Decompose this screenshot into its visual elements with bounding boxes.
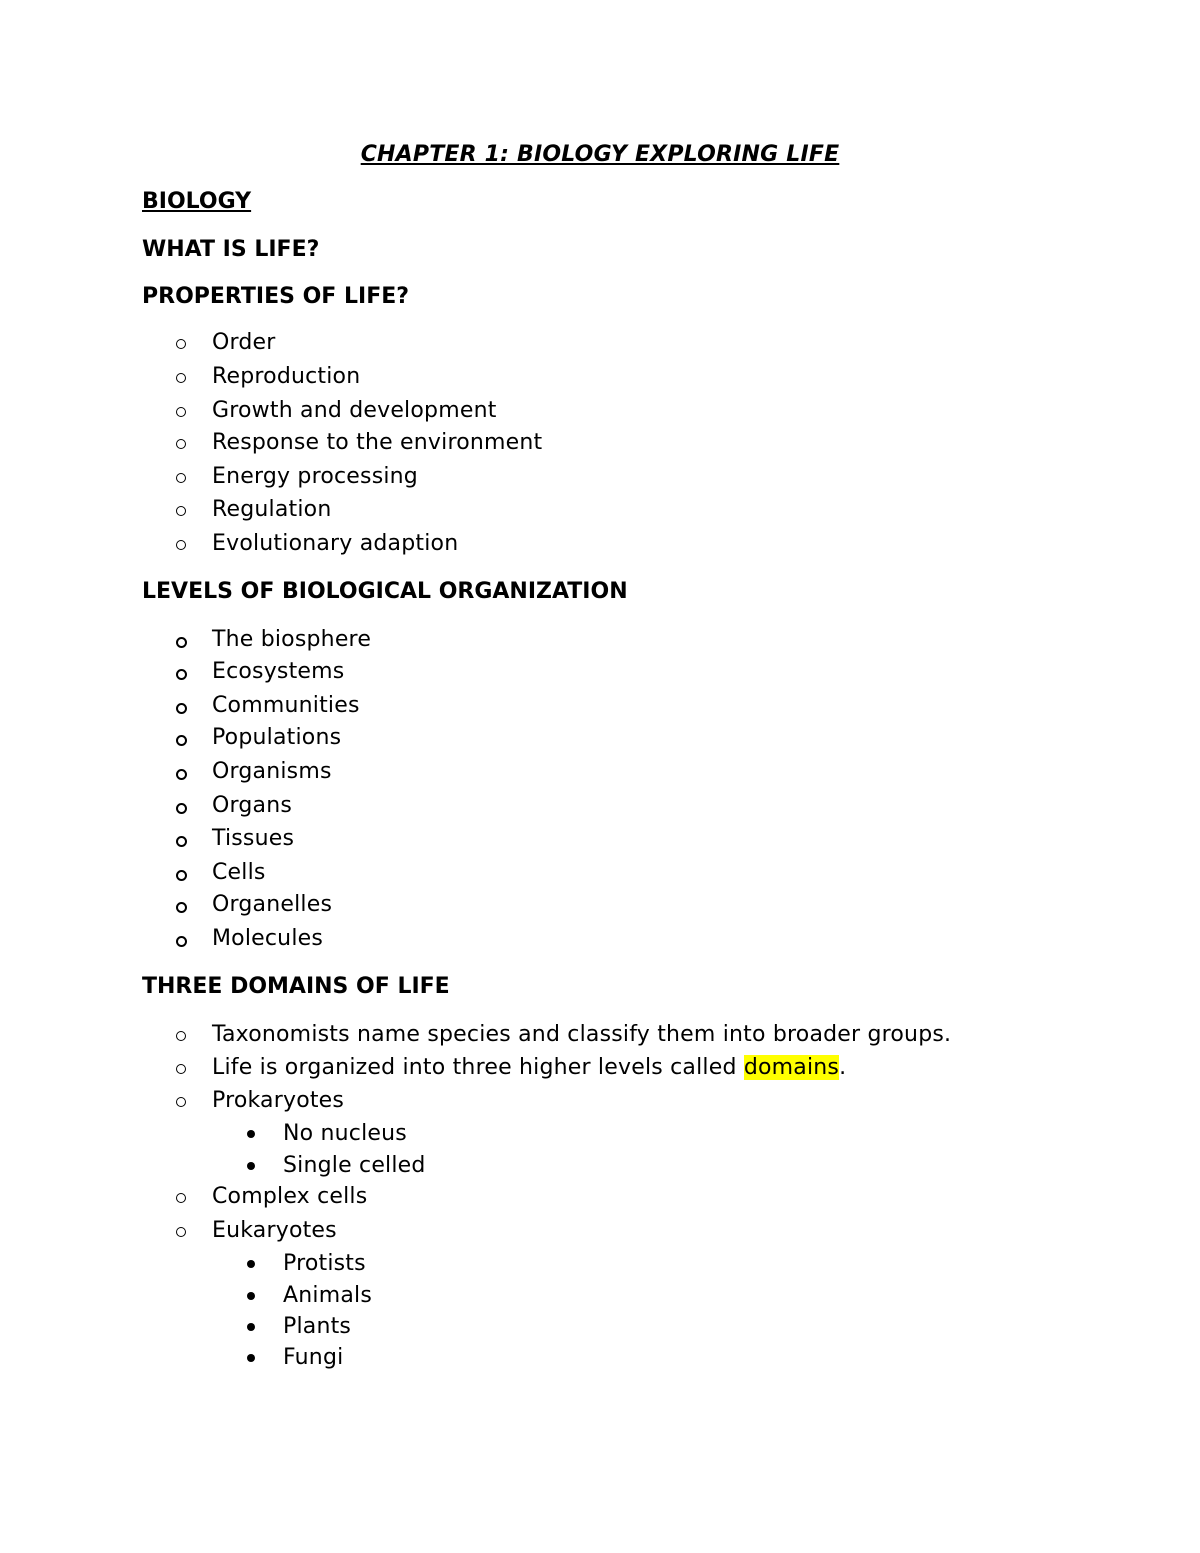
sub-list-item: Single celled: [283, 1152, 426, 1180]
sub-list-item: Fungi: [283, 1344, 343, 1372]
circle-bullet-icon: [176, 473, 186, 483]
dot-bullet-icon: [247, 1260, 255, 1268]
list-item: Complex cells: [212, 1183, 367, 1211]
circle-bullet-icon: [176, 703, 187, 714]
list-item: Energy processing: [212, 463, 418, 491]
list-item: The biosphere: [212, 626, 371, 654]
list-item: Molecules: [212, 925, 323, 953]
list-item: Organisms: [212, 758, 332, 786]
list-item: Communities: [212, 692, 360, 720]
highlighted-term: domains: [743, 1055, 840, 1080]
heading-biology: BIOLOGY: [142, 189, 252, 214]
list-item: Taxonomists name species and classify them into broader groups.: [212, 1021, 951, 1049]
circle-bullet-icon: [176, 439, 186, 449]
circle-bullet-icon: [176, 1031, 186, 1041]
list-item: Organs: [212, 792, 292, 820]
sub-list-item: Animals: [283, 1282, 372, 1310]
circle-bullet-icon: [176, 1227, 186, 1237]
circle-bullet-icon: [176, 669, 187, 680]
circle-bullet-icon: [176, 540, 186, 550]
list-item: Regulation: [212, 496, 331, 524]
list-item: Growth and development: [212, 397, 497, 425]
sub-list-item: No nucleus: [283, 1120, 407, 1148]
circle-bullet-icon: [176, 637, 187, 648]
circle-bullet-icon: [176, 902, 187, 913]
circle-bullet-icon: [176, 373, 186, 383]
list-item: Populations: [212, 724, 341, 752]
circle-bullet-icon: [176, 407, 186, 417]
heading-levels: LEVELS OF BIOLOGICAL ORGANIZATION: [142, 579, 628, 604]
circle-bullet-icon: [176, 769, 187, 780]
dot-bullet-icon: [247, 1292, 255, 1300]
heading-domains: THREE DOMAINS OF LIFE: [142, 974, 450, 999]
circle-bullet-icon: [176, 339, 186, 349]
list-item: Prokaryotes: [212, 1087, 344, 1115]
list-item: Cells: [212, 859, 266, 887]
list-item: Organelles: [212, 891, 332, 919]
list-item: Order: [212, 329, 276, 357]
dot-bullet-icon: [247, 1130, 255, 1138]
circle-bullet-icon: [176, 836, 187, 847]
page-title: CHAPTER 1: BIOLOGY EXPLORING LIFE: [360, 142, 840, 167]
dot-bullet-icon: [247, 1354, 255, 1362]
circle-bullet-icon: [176, 870, 187, 881]
dot-bullet-icon: [247, 1162, 255, 1170]
list-item: Response to the environment: [212, 429, 542, 457]
heading-what-is-life: WHAT IS LIFE?: [142, 237, 320, 262]
sub-list-item: Protists: [283, 1250, 366, 1278]
circle-bullet-icon: [176, 1097, 186, 1107]
circle-bullet-icon: [176, 803, 187, 814]
heading-properties: PROPERTIES OF LIFE?: [142, 284, 410, 309]
list-item: Tissues: [212, 825, 294, 853]
list-item: Eukaryotes: [212, 1217, 337, 1245]
dot-bullet-icon: [247, 1323, 255, 1331]
list-item: Reproduction: [212, 363, 360, 391]
list-item: Evolutionary adaption: [212, 530, 458, 558]
circle-bullet-icon: [176, 506, 186, 516]
circle-bullet-icon: [176, 735, 187, 746]
sub-list-item: Plants: [283, 1313, 351, 1341]
circle-bullet-icon: [176, 1193, 186, 1203]
circle-bullet-icon: [176, 1064, 186, 1074]
circle-bullet-icon: [176, 936, 187, 947]
list-item: Life is organized into three higher levels called domains.: [212, 1054, 846, 1082]
list-item: Ecosystems: [212, 658, 344, 686]
